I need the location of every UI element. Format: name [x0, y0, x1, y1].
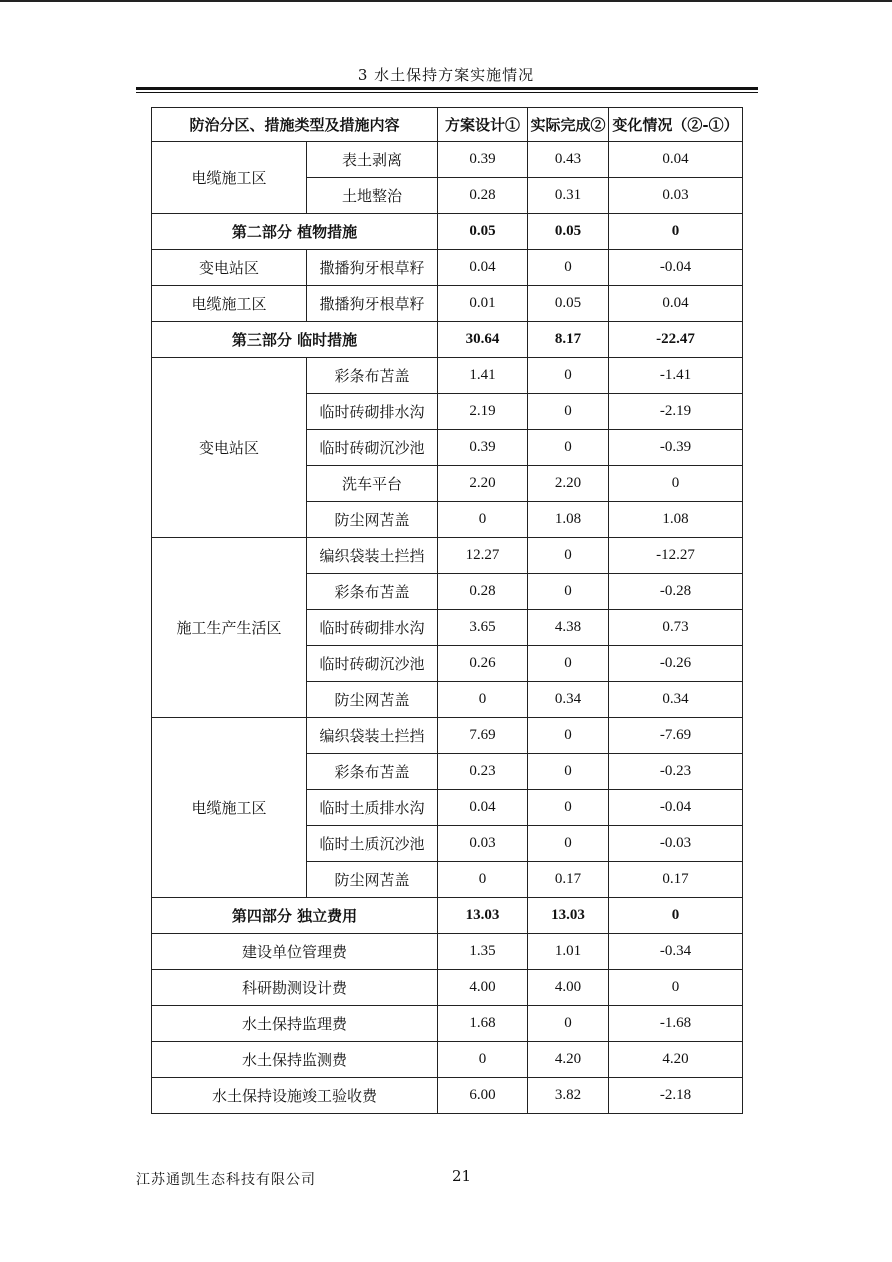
design-cell: 0	[438, 682, 528, 718]
design-cell: 2.19	[438, 394, 528, 430]
change-cell: -22.47	[609, 322, 743, 358]
actual-cell: 0	[528, 754, 609, 790]
change-cell: 1.08	[609, 502, 743, 538]
section-row	[152, 322, 743, 358]
change-cell: -0.26	[609, 646, 743, 682]
measure-cell: 撒播狗牙根草籽	[307, 250, 438, 286]
design-cell: 0.28	[438, 574, 528, 610]
design-cell: 0	[438, 862, 528, 898]
table-row	[152, 1078, 743, 1114]
table-header-row	[152, 108, 743, 142]
measure-cell: 临时砖砌排水沟	[307, 610, 438, 646]
actual-cell: 4.20	[528, 1042, 609, 1078]
zone-cell: 施工生产生活区	[152, 538, 307, 718]
measure-cell: 防尘网苫盖	[307, 682, 438, 718]
table-row	[152, 358, 743, 394]
measure-cell: 编织袋装土拦挡	[307, 718, 438, 754]
measure-cell: 土地整治	[307, 178, 438, 214]
zone-cell: 变电站区	[152, 250, 307, 286]
change-cell: -0.23	[609, 754, 743, 790]
actual-cell: 1.01	[528, 934, 609, 970]
fee-item-cell: 科研勘测设计费	[152, 970, 438, 1006]
change-cell: -1.41	[609, 358, 743, 394]
design-cell: 0.39	[438, 430, 528, 466]
actual-cell: 0.05	[528, 286, 609, 322]
section-title: 第四部分 独立费用	[152, 898, 438, 934]
actual-cell: 0	[528, 430, 609, 466]
measure-cell: 防尘网苫盖	[307, 862, 438, 898]
change-cell: -0.04	[609, 790, 743, 826]
measure-cell: 彩条布苫盖	[307, 358, 438, 394]
change-cell: -12.27	[609, 538, 743, 574]
design-cell: 7.69	[438, 718, 528, 754]
change-cell: 0.73	[609, 610, 743, 646]
change-cell: -0.39	[609, 430, 743, 466]
fee-item-cell: 水土保持监测费	[152, 1042, 438, 1078]
measure-cell: 编织袋装土拦挡	[307, 538, 438, 574]
design-cell: 0.04	[438, 250, 528, 286]
change-cell: 0.03	[609, 178, 743, 214]
page-header-title: 3 水土保持方案实施情况	[357, 66, 535, 84]
design-cell: 12.27	[438, 538, 528, 574]
design-cell: 0.26	[438, 646, 528, 682]
actual-cell: 2.20	[528, 466, 609, 502]
page-top-border	[0, 0, 892, 2]
change-cell: -1.68	[609, 1006, 743, 1042]
zone-cell: 电缆施工区	[152, 718, 307, 898]
measure-cell: 临时砖砌排水沟	[307, 394, 438, 430]
measure-cell: 防尘网苫盖	[307, 502, 438, 538]
measure-cell: 临时砖砌沉沙池	[307, 646, 438, 682]
actual-cell: 0	[528, 826, 609, 862]
actual-cell: 0.17	[528, 862, 609, 898]
zone-cell: 电缆施工区	[152, 286, 307, 322]
actual-cell: 0	[528, 358, 609, 394]
change-cell: -7.69	[609, 718, 743, 754]
measure-cell: 临时砖砌沉沙池	[307, 430, 438, 466]
change-cell: 0.34	[609, 682, 743, 718]
actual-cell: 4.38	[528, 610, 609, 646]
actual-cell: 0	[528, 1006, 609, 1042]
change-cell: 0	[609, 214, 743, 250]
design-cell: 0.28	[438, 178, 528, 214]
header-rule-thin	[136, 92, 758, 93]
actual-cell: 4.00	[528, 970, 609, 1006]
change-cell: -0.04	[609, 250, 743, 286]
design-cell: 6.00	[438, 1078, 528, 1114]
fee-item-cell: 水土保持监理费	[152, 1006, 438, 1042]
measure-cell: 临时土质沉沙池	[307, 826, 438, 862]
design-cell: 2.20	[438, 466, 528, 502]
design-cell: 0.23	[438, 754, 528, 790]
actual-cell: 0	[528, 646, 609, 682]
change-cell: 0.04	[609, 142, 743, 178]
zone-cell: 电缆施工区	[152, 142, 307, 214]
change-cell: -2.19	[609, 394, 743, 430]
design-cell: 0	[438, 502, 528, 538]
actual-cell: 0.43	[528, 142, 609, 178]
measure-cell: 表土剥离	[307, 142, 438, 178]
design-cell: 1.68	[438, 1006, 528, 1042]
actual-cell: 0.31	[528, 178, 609, 214]
actual-cell: 3.82	[528, 1078, 609, 1114]
design-cell: 13.03	[438, 898, 528, 934]
table-row	[152, 1006, 743, 1042]
change-cell: 0.17	[609, 862, 743, 898]
table-row	[152, 718, 743, 754]
design-cell: 0.39	[438, 142, 528, 178]
table-row	[152, 538, 743, 574]
footer-company: 江苏通凯生态科技有限公司	[136, 1172, 316, 1188]
actual-cell: 13.03	[528, 898, 609, 934]
table-row	[152, 142, 743, 178]
section-row	[152, 898, 743, 934]
measure-cell: 洗车平台	[307, 466, 438, 502]
actual-cell: 0	[528, 574, 609, 610]
design-cell: 0	[438, 1042, 528, 1078]
design-cell: 0.01	[438, 286, 528, 322]
measure-cell: 彩条布苫盖	[307, 574, 438, 610]
header-rule-thick	[136, 87, 758, 90]
change-cell: 0	[609, 898, 743, 934]
actual-cell: 0	[528, 538, 609, 574]
design-cell: 4.00	[438, 970, 528, 1006]
table-row	[152, 970, 743, 1006]
fee-item-cell: 水土保持设施竣工验收费	[152, 1078, 438, 1114]
section-title: 第三部分 临时措施	[152, 322, 438, 358]
section-title: 第二部分 植物措施	[152, 214, 438, 250]
design-cell: 0.05	[438, 214, 528, 250]
design-cell: 30.64	[438, 322, 528, 358]
change-cell: 0	[609, 466, 743, 502]
measure-cell: 临时土质排水沟	[307, 790, 438, 826]
table-row	[152, 934, 743, 970]
change-cell: -2.18	[609, 1078, 743, 1114]
table-row	[152, 250, 743, 286]
fee-item-cell: 建设单位管理费	[152, 934, 438, 970]
change-cell: -0.03	[609, 826, 743, 862]
actual-cell: 0	[528, 790, 609, 826]
header-change: 变化情况（②-①）	[609, 108, 743, 142]
change-cell: 0	[609, 970, 743, 1006]
change-cell: -0.34	[609, 934, 743, 970]
section-row	[152, 214, 743, 250]
change-cell: -0.28	[609, 574, 743, 610]
measure-cell: 撒播狗牙根草籽	[307, 286, 438, 322]
table-row	[152, 286, 743, 322]
investment-table	[151, 107, 743, 1114]
table-row	[152, 1042, 743, 1078]
design-cell: 3.65	[438, 610, 528, 646]
page-number: 21	[452, 1167, 472, 1185]
header-actual: 实际完成②	[528, 108, 609, 142]
actual-cell: 0.34	[528, 682, 609, 718]
change-cell: 4.20	[609, 1042, 743, 1078]
zone-cell: 变电站区	[152, 358, 307, 538]
design-cell: 1.41	[438, 358, 528, 394]
design-cell: 0.04	[438, 790, 528, 826]
actual-cell: 1.08	[528, 502, 609, 538]
actual-cell: 0	[528, 250, 609, 286]
header-measure: 防治分区、措施类型及措施内容	[152, 108, 438, 142]
design-cell: 0.03	[438, 826, 528, 862]
measure-cell: 彩条布苫盖	[307, 754, 438, 790]
actual-cell: 0	[528, 394, 609, 430]
design-cell: 1.35	[438, 934, 528, 970]
change-cell: 0.04	[609, 286, 743, 322]
actual-cell: 8.17	[528, 322, 609, 358]
header-design: 方案设计①	[438, 108, 528, 142]
actual-cell: 0.05	[528, 214, 609, 250]
actual-cell: 0	[528, 718, 609, 754]
